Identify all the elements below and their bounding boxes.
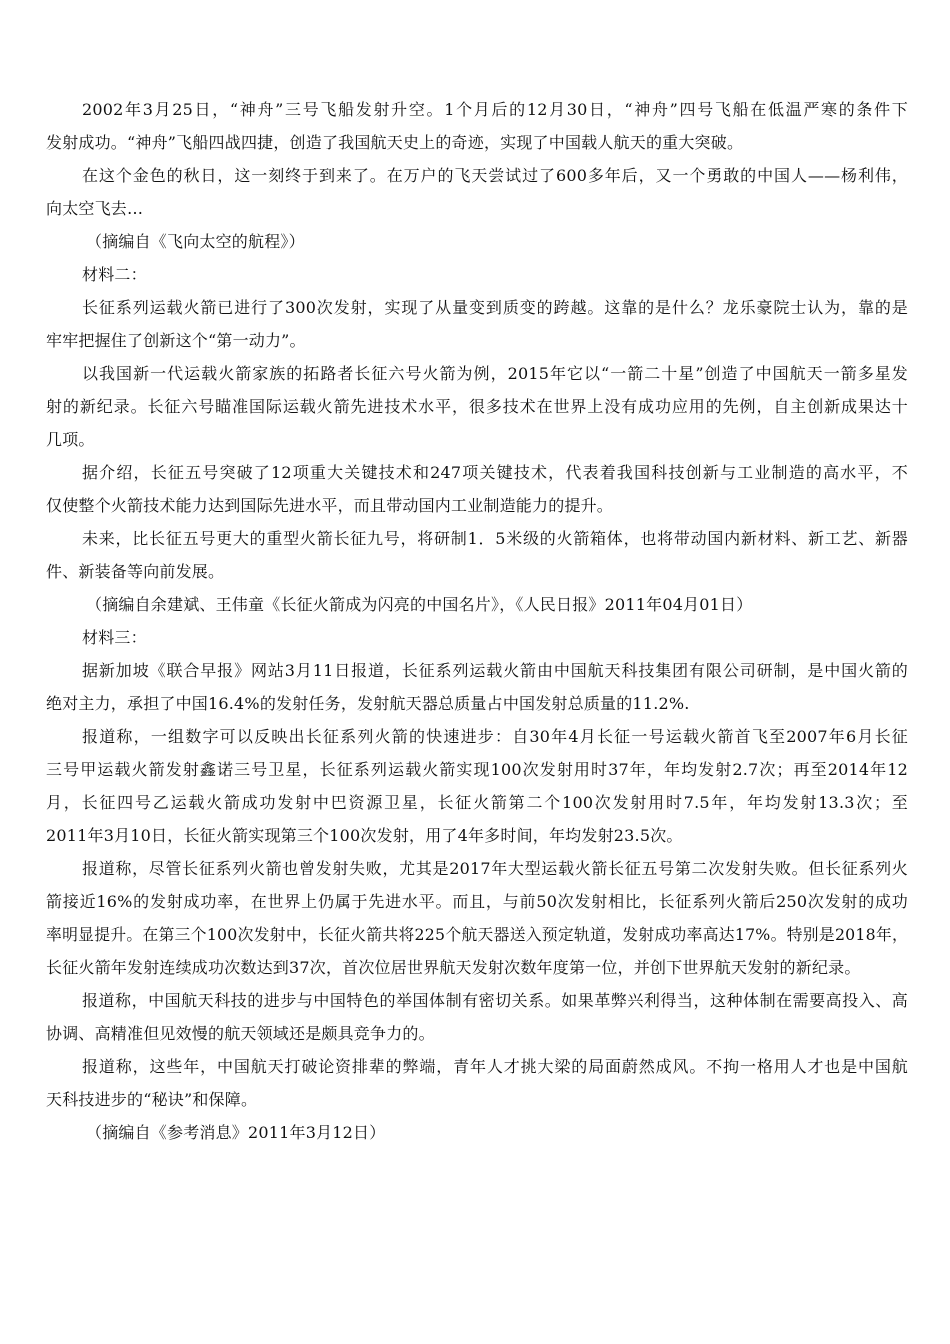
text-line: 报道称，尽管长征系列火箭也曾发射失败，尤其是2017年大型运载火箭长征五号第二次发射失败。但长征系列火 xyxy=(82,859,908,878)
text-line: 率明显提升。在第三个100次发射中，长征火箭共将225个航天器送入预定轨道，发射成功率高达17%。特别是2018年， xyxy=(46,925,908,944)
text-line: 报道称，这些年，中国航天打破论资排辈的弊端，青年人才挑大梁的局面蔚然成风。不拘一格用人才也是中国航 xyxy=(82,1057,908,1076)
text-line: 牢牢把握住了创新这个“第一动力”。 xyxy=(46,331,306,350)
text-line: 报道称，一组数字可以反映出长征系列火箭的快速进步：自30年4月长征一号运载火箭首飞至2007年6月长征 xyxy=(82,727,908,746)
text-line: 在这个金色的秋日，这一刻终于到来了。在万户的飞天尝试过了600多年后，又一个勇敢的中国人——杨利伟， xyxy=(82,166,908,185)
text-line: 协调、高精准但见效慢的航天领域还是颇具竞争力的。 xyxy=(46,1024,435,1043)
paragraph xyxy=(46,291,908,357)
text-line: 据新加坡《联合早报》网站3月11日报道，长征系列运载火箭由中国航天科技集团有限公司研制，是中国火箭的 xyxy=(82,661,908,680)
text-line: 箭接近16%的发射成功率，在世界上仍属于先进水平。而且，与前50次发射相比，长征系列火箭后250次发射的成功 xyxy=(46,892,908,911)
text-line: 据介绍，长征五号突破了12项重大关键技术和247项关键技术，代表着我国科技创新与工业制造的高水平，不 xyxy=(82,463,908,482)
paragraph xyxy=(46,456,908,522)
paragraph xyxy=(46,159,908,225)
paragraph xyxy=(46,1050,908,1116)
paragraph xyxy=(46,654,908,720)
text-line: 向太空飞去… xyxy=(46,199,144,218)
paragraph xyxy=(46,93,908,159)
text-line: 发射成功。“神舟”飞船四战四捷，创造了我国航天史上的奇迹，实现了中国载人航天的重大突破。 xyxy=(46,133,744,152)
paragraph xyxy=(46,522,908,588)
paragraph xyxy=(46,852,908,984)
text-line: 2011年3月10日，长征火箭实现第三个100次发射，用了4年多时间，年均发射23.5次。 xyxy=(46,826,683,845)
source-citation: （摘编自《飞向太空的航程》） xyxy=(86,232,305,251)
paragraph xyxy=(46,357,908,456)
text-line: 以我国新一代运载火箭家族的拓路者长征六号火箭为例，2015年它以“一箭二十星”创造了中国航天一箭多星发 xyxy=(82,364,908,383)
material-label: 材料二： xyxy=(82,265,147,284)
text-line: 仅使整个火箭技术能力达到国际先进水平，而且带动国内工业制造能力的提升。 xyxy=(46,496,614,515)
text-line: 几项。 xyxy=(46,430,95,449)
source-citation: （摘编自《参考消息》2011年3月12日） xyxy=(86,1123,386,1142)
text-line: 绝对主力，承担了中国16.4%的发射任务，发射航天器总质量占中国发射总质量的11.2%. xyxy=(46,694,690,713)
text-line: 未来，比长征五号更大的重型火箭长征九号，将研制1．5米级的火箭箱体，也将带动国内新材料、新工艺、新器 xyxy=(82,529,908,548)
paragraph xyxy=(46,984,908,1050)
text-line: 天科技进步的“秘诀”和保障。 xyxy=(46,1090,258,1109)
text-line: 长征火箭年发射连续成功次数达到37次，首次位居世界航天发射次数年度第一位，并创下世界航天发射的新纪录。 xyxy=(46,958,861,977)
text-line: 报道称，中国航天科技的进步与中国特色的举国体制有密切关系。如果革弊兴利得当，这种体制在需要高投入、高 xyxy=(82,991,908,1010)
text-line: 长征系列运载火箭已进行了300次发射，实现了从量变到质变的跨越。这靠的是什么？龙乐豪院士认为，靠的是 xyxy=(82,298,908,317)
source-citation: （摘编自余建斌、王伟童《长征火箭成为闪亮的中国名片》，《人民日报》2011年04月01日） xyxy=(86,595,753,614)
text-line: 三号甲运载火箭发射鑫诺三号卫星，长征系列运载火箭实现100次发射用时37年，年均发射2.7次；再至2014年12 xyxy=(46,760,908,779)
document-page xyxy=(46,93,908,1149)
text-line: 2002年3月25日，“神舟”三号飞船发射升空。1个月后的12月30日，“神舟”四号飞船在低温严寒的条件下 xyxy=(82,100,908,119)
text-line: 月，长征四号乙运载火箭成功发射中巴资源卫星，长征火箭第二个100次发射用时7.5年，年均发射13.3次；至 xyxy=(46,793,908,812)
material-label: 材料三： xyxy=(82,628,147,647)
text-line: 射的新纪录。长征六号瞄准国际运载火箭先进技术水平，很多技术在世界上没有成功应用的先例，自主创新成果达十 xyxy=(46,397,908,416)
text-line: 件、新装备等向前发展。 xyxy=(46,562,225,581)
paragraph xyxy=(46,720,908,852)
